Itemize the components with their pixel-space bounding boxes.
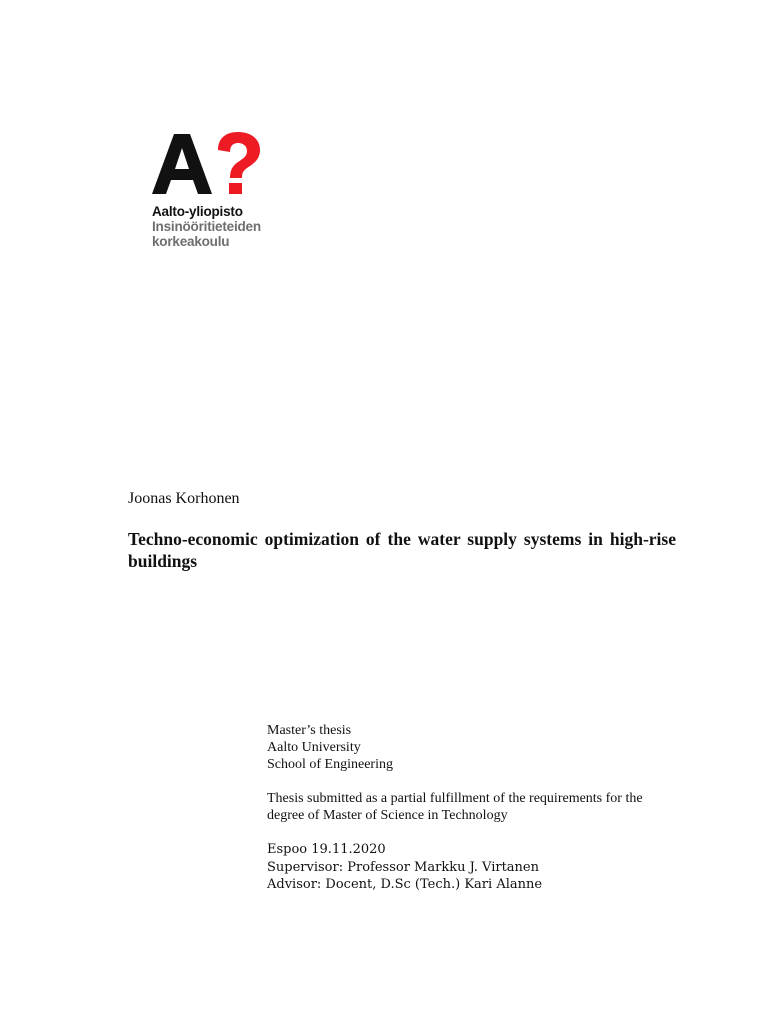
advisor: Advisor: Docent, D.Sc (Tech.) Kari Alanne bbox=[267, 877, 543, 892]
place-date: Espoo 19.11.2020 bbox=[267, 842, 386, 857]
logo-question-mark bbox=[218, 132, 260, 178]
logo-school-name-1: Insinööritieteiden bbox=[152, 219, 261, 234]
supervisor: Supervisor: Professor Markku J. Virtanen bbox=[267, 859, 539, 875]
logo-letter-a bbox=[152, 134, 212, 194]
submission-statement-line-1: Thesis submitted as a partial fulfillment of the requirements for the bbox=[267, 791, 643, 806]
submission-statement-line-2: degree of Master of Science in Technology bbox=[267, 808, 508, 823]
logo-university-name: Aalto-yliopisto bbox=[152, 204, 243, 219]
thesis-type: Master’s thesis bbox=[267, 723, 352, 738]
university: Aalto University bbox=[267, 740, 361, 755]
logo-school-name-2: korkeakoulu bbox=[152, 234, 230, 249]
author-name: Joonas Korhonen bbox=[128, 490, 240, 507]
logo-question-dot bbox=[229, 183, 242, 194]
thesis-title: Techno-economic optimization of the water supply systems in high-rise buildings bbox=[128, 529, 676, 571]
credits-block bbox=[267, 841, 687, 894]
school: School of Engineering bbox=[267, 757, 393, 772]
aalto-logo-mark bbox=[150, 128, 270, 200]
logo-text bbox=[152, 204, 261, 249]
thesis-info bbox=[267, 722, 687, 894]
